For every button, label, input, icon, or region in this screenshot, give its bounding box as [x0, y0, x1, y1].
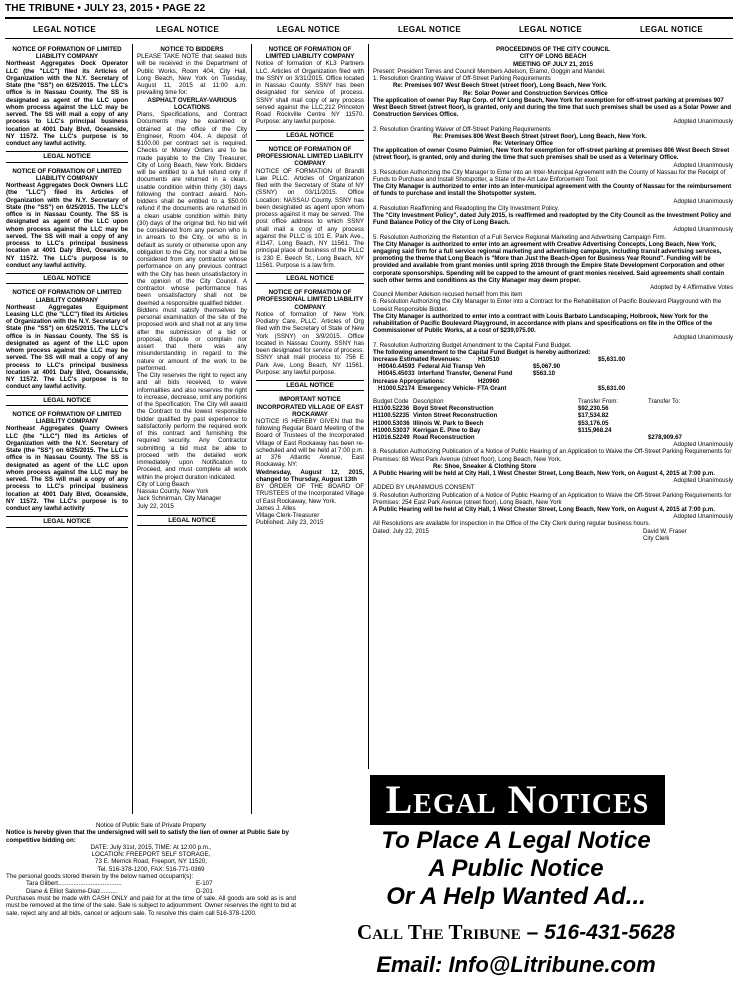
signature-line: City Clerk — [643, 534, 670, 542]
notice-title: NOTICE OF FORMATION OF LIMITED LIABILITY COMPANY — [12, 410, 122, 426]
legal-notice-divider: LEGAL NOTICE — [6, 516, 128, 527]
sale-location: LOCATION: FREEPORT SELF STORAGE, — [91, 851, 211, 859]
notice-title: NOTICE OF FORMATION OF LIMITED LIABILITY COMPANY — [12, 167, 122, 182]
proceedings-date: MEETING OF JULY 21, 2015 — [513, 60, 593, 68]
llc-notice — [6, 411, 128, 512]
budget-from: $53,176.05 — [578, 419, 609, 427]
resolution-body: The following amendment to the Capital Fund Budget is hereby authorized: — [373, 348, 591, 356]
legal-notice-divider: LEGAL NOTICE — [6, 395, 128, 406]
adopted-line: Adopted Unanimously — [673, 477, 733, 485]
budget-line — [373, 385, 733, 392]
occupant-row — [6, 880, 296, 887]
resolution-heading: 9. Resolution Authorizing Publication of a Notice of Public Hearing of an Application to Waive the Off-Street Parking Requirements for Premises: 254 East Park Avenue (street floor), Long Beach, New York — [373, 491, 732, 506]
signature-line: Village Clerk-Treasurer — [256, 512, 320, 520]
resolution-heading: 1. Resolution Granting Waiver of Off-Street Parking Requirements — [373, 75, 551, 83]
resolution-heading: 5. Resolution Authorizing the Retention of a Full Service Regional Marketing and Advertising Campaign Firm. — [373, 233, 667, 241]
column-headers — [0, 25, 738, 37]
adopted-line: Adopted Unanimously — [673, 161, 733, 169]
budget-line — [373, 356, 733, 363]
budget-desc: Federal Aid Transp Veh — [418, 363, 486, 371]
resolution-heading: 3. Resolution Authorizing the City Manager to Enter into an Inter-Municipal Agreement with the County of Nassau for the Receipt of Funds to Purchase and Install Shotspotter, a State of the Art Law Enforcement Tool. — [373, 168, 726, 183]
resolution-body: A Public Hearing will be held at City Hall, 1 West Chester Street, Long Beach, New York, on August 4, 2015 at 7:00 p.m. — [373, 470, 715, 478]
signature-line: David W. Fraser — [643, 527, 687, 535]
llc-notice — [6, 289, 128, 390]
bid-body: Bidders must satisfy themselves by personal examination of the site of the proposed work and shall not at any time after the submission of a bid or proposal, dispute or complain nor assert that there was any misunderstanding in regard to the nature or amount of the work to be performed. — [137, 306, 247, 372]
ad-line: Or A Help Wanted Ad... — [386, 883, 646, 910]
column-header: LEGAL NOTICE — [519, 25, 583, 34]
budget-col-to: Transfer To: — [648, 398, 681, 406]
bid-subject: ASPHALT OVERLAY-VARIOUS LOCATIONS — [147, 96, 237, 111]
budget-code: H1000.53036 — [373, 419, 410, 427]
signature-line: James J. Alles — [256, 504, 296, 512]
notice-title: NOTICE OF FORMATION OF PROFESSIONAL LIMITED LIABILITY COMPANY — [256, 289, 364, 311]
budget-from: $17,534.82 — [578, 412, 609, 420]
notice-body: Northeast Aggregates Dock Operator LLC (the "LLC") filed its Articles of Organization with the N.Y. Secretary of State (the "SS") on 6/25/2015. The LLC's office is in Nassau County. The SS is designated as agent of the LLC upon whom process against the LLC may be served. The SS will mail a copy of any process to LLC's principal business location at 4001 Daly Blvd, Oceanside, NY 11572. The LLC's purpose is to conduct any lawful activity. — [6, 60, 128, 148]
notice-title: NOTICE OF FORMATION OF PROFESSIONAL LIMITED LIABILITY COMPANY — [256, 145, 364, 168]
budget-code: H0040.44593 — [378, 363, 415, 371]
budget-col-desc: Description — [413, 398, 444, 406]
meeting-notice — [256, 396, 364, 526]
budget-line — [373, 363, 733, 370]
resolution-body: A Public Hearing will be held at City Hall, 1 West Chester Street, Long Beach, New York, on August 4, 2015 at 7:00 p.m. — [373, 506, 715, 514]
recusal-line: Council Member Adelson recused herself from this item — [373, 291, 523, 299]
budget-row — [373, 420, 733, 427]
resolution-body: The application of owner Cosmo Palmieri, New York for exemption for off-street parking at premises 806 West Beech Street (street floor), is granted, only and during the time that such premises shall be used as a Veterinary Office. — [373, 147, 730, 162]
column-header: LEGAL NOTICE — [277, 25, 341, 34]
budget-col-from: Transfer From: — [578, 398, 619, 406]
signature-line: Jack Schnirman, City Manager — [137, 495, 222, 503]
resolution-re: Re: Premises 907 West Beech Street (street floor), Long Beach, New York. — [393, 82, 607, 90]
consent-line: ADDED BY UNANIMOUS CONSENT — [373, 484, 475, 492]
notice-title: IMPORTANT NOTICE INCORPORATED VILLAGE OF EAST ROCKAWAY — [256, 396, 364, 418]
resolution-body: The application of owner Pay Rap Corp. of NY Long Beach, New York for exemption for off-street parking at premises 907 West Beech Street (street floor), is granted, only and during the time that such premises shall be used as a Solar Power and Construction Services Office. — [373, 96, 732, 119]
budget-amount: $5,631.00 — [598, 384, 626, 392]
masthead: THE TRIBUNE • JULY 23, 2015 • PAGE 22 — [5, 3, 206, 14]
resolution-heading: 4. Resolution Reaffirming and Readopting the City Investment Policy. — [373, 204, 560, 212]
budget-desc: Interfund Transfer, General Fund — [418, 370, 513, 378]
header-rule — [5, 38, 733, 39]
ad-line: A Public Notice — [428, 855, 604, 882]
adopted-line: Adopted Unanimously — [673, 441, 733, 449]
ad-call-label: Call The Tribune — [357, 920, 521, 944]
pllc-notice — [256, 146, 364, 269]
public-sale-notice — [6, 822, 296, 917]
notice-title: NOTICE OF FORMATION OF LIMITED LIABILITY COMPANY — [12, 289, 122, 304]
budget-desc: Vinton Street Reconstruction — [413, 412, 498, 420]
column-divider — [132, 44, 133, 814]
resolution-re: Re: Shoe, Sneaker & Clothing Store — [433, 462, 537, 470]
budget-from: $115,968.24 — [578, 426, 612, 434]
resolution-re: Re: Solar Power and Construction Services Office — [463, 89, 608, 97]
column-divider — [368, 44, 369, 769]
signature-line: Nassau County, New York — [137, 488, 209, 496]
notice-body: Notice of formation of New York Podiatry Care, PLLC. Articles of Org filed with the Secretary of State of New York (SSNY) on 3/9/2015. Office located in Nassau County. SSNY has been designated for service of process. SSNY shall mail process to: 756 E Park Ave, Long Beach, NY 11561. Purpose: any lawful purpose. — [256, 310, 364, 376]
signature-line: Published: July 23, 2015 — [256, 519, 324, 527]
legal-notice-divider: LEGAL NOTICE — [6, 151, 128, 162]
budget-to: $278,909.67 — [648, 434, 682, 442]
budget-desc: Boyd Street Reconstruction — [413, 405, 494, 413]
occupant-unit: D-201 — [196, 887, 213, 895]
meeting-date: Wednesday, August 12, 2015, changed to Thursday, August 13th — [256, 468, 364, 483]
resolution-body: The "City Investment Policy", dated July 2015, is reaffirmed and readopted by the City Council as the Investment Policy and Fund Balance Policy of the City of Long Beach. — [373, 211, 731, 227]
budget-code: H1000.53037 — [373, 426, 410, 434]
resolution-body: The City Manager is authorized to enter into an inter-municipal agreement with the County of Nassau for the reimbursement of funds to purchase and install the Shotspotter system. — [373, 183, 732, 198]
ad-email: Email: Info@Litribune.com — [376, 952, 656, 977]
ad-phone: 516-431-5628 — [544, 921, 675, 944]
column-header: LEGAL NOTICE — [33, 25, 97, 34]
sale-date: DATE: July 31st, 2015, TIME: At 12:00 p.m., — [90, 843, 212, 851]
column-header: LEGAL NOTICE — [640, 25, 704, 34]
occupant-unit: E-107 — [196, 880, 213, 888]
ad-banner: Legal Notices — [370, 775, 665, 825]
bid-intro: PLEASE TAKE NOTE that sealed bids will be received in the Department of Public Works, Room 404, City Hall, Long Beach, New York on Tuesday, August 11, 2015 at 11:00 a.m. prevailing time for: — [137, 53, 247, 97]
budget-total: $5,631.00 — [598, 356, 626, 364]
legal-notice-divider: LEGAL NOTICE — [256, 380, 364, 391]
budget-code: H1100.52235 — [373, 412, 410, 420]
notice-order: BY ORDER OF THE BOARD OF TRUSTEES of the Incorporated Village of East Rockaway, New York. — [256, 483, 364, 505]
llc-notice — [6, 46, 128, 147]
budget-amount: $563.10 — [533, 370, 556, 378]
closing-line: All Resolutions are available for inspection in the Office of the City Clerk during regular business hours. — [373, 520, 651, 528]
column-divider — [251, 44, 252, 814]
column-header: LEGAL NOTICE — [398, 25, 462, 34]
adopted-line: Adopted Unanimously — [673, 226, 733, 234]
legal-notice-divider: LEGAL NOTICE — [256, 273, 364, 284]
notice-body: Notice of formation of KL3 Partners LLC. Articles of Organization filed with the SSNY on 3/31/2015. Office located in Nassau County. SSNY has been designated for service of process. SSNY shall mail copy of any process served against the LLC,212 Princeton Road Rockville Centre NY 11570. Purpose: any lawful purpose. — [256, 60, 364, 126]
resolution-heading: 7. Resolution Authorizing Budget Amendment to the Capital Fund Budget. — [373, 341, 572, 349]
pllc-notice — [256, 289, 364, 376]
budget-col-code: Budget Code — [373, 398, 409, 406]
budget-label: Increase Estimated Revenues: — [373, 356, 462, 364]
signature-line: City of Long Beach — [137, 480, 190, 488]
legal-notices-ad — [300, 775, 732, 987]
budget-amount: $5,067.90 — [533, 363, 561, 371]
budget-code: H20960 — [478, 377, 500, 385]
budget-line — [373, 370, 733, 377]
notice-body: Northeast Aggregates Quarry Owners LLC (the "LLC") filed its Articles of Organization with the N.Y. Secretary of State (the "SS") on 6/25/2015. The LLC's office is in Nassau County. The SS is designated as agent of the LLC upon whom process against the LLC may be served. The SS will mail a copy of any process to LLC's principal business location at 4001 Daly Blvd, Oceanside, NY 11572. The LLC's purpose is to conduct any lawful activity — [6, 425, 128, 513]
resolution-re: Re: Veterinary Office — [493, 139, 553, 147]
budget-from: $92,230.56 — [578, 405, 609, 413]
column-1 — [6, 46, 128, 816]
budget-desc: Emergency Vehicle- FTA Grant — [418, 384, 507, 392]
adopted-line: Adopted Unanimously — [673, 197, 733, 205]
budget-code: H1016.52249 — [373, 434, 410, 442]
budget-desc: Road Reconstruction — [413, 434, 475, 442]
notice-body: Northeast Aggregates Dock Owners LLC (the "LLC") filed its Articles of Organization with the N.Y. Secretary of State (the "SS") on 6/25/2015. The LLC's office is in Nassau County. The SS is designated as agent of the LLC upon whom process against the LLC may be served. The SS will mail a copy of any process to LLC's principal business location at 4001 Daly Blvd, Oceanside, NY 11572. The LLC's purpose is to conduct any lawful activity. — [6, 182, 128, 269]
legal-notice-divider: LEGAL NOTICE — [137, 515, 247, 526]
legal-notice-divider: LEGAL NOTICE — [256, 130, 364, 141]
resolution-body: The City Manager is authorized to enter into a contract with Louis Barbato Landscaping, Holbrook, New York for the rehabilitation of Pacific Boulevard Playground, in accordance with plans and specifications on file in the Office of the Commissioner of Public Works, at a cost of $239,075.00. — [373, 312, 713, 335]
budget-line — [373, 378, 733, 385]
proceedings-title: PROCEEDINGS OF THE CITY COUNCIL — [496, 46, 610, 53]
signature-line: July 22, 2015 — [137, 502, 174, 510]
ad-call-line — [300, 920, 732, 945]
adopted-line: Adopted Unanimously — [673, 118, 733, 126]
resolution-re: Re: Premises 806 West Beech Street (street floor), Long Beach, New York. — [433, 132, 647, 140]
budget-code: H0045.45033 — [378, 370, 415, 378]
adopted-line: Adopted Unanimously — [673, 334, 733, 342]
budget-row — [373, 412, 733, 419]
ad-call-dash: – — [520, 921, 545, 944]
legal-notice-divider: LEGAL NOTICE — [6, 273, 128, 284]
budget-code: H10510 — [478, 356, 500, 364]
budget-desc: Illinois W. Park to Beech — [413, 419, 484, 427]
budget-code: H1100.52236 — [373, 405, 410, 413]
notice-body: Northeast Aggregates Equipment Leasing LLC (the "LLC") filed its Articles of Organization with the N.Y. Secretary of State (the "SS") on 6/25/2015. The LLC's office is in Nassau County. The SS is designated as agent of the LLC upon whom process against the LLC may be served. The SS will mail a copy of any process to LLC's principal business location at 4001 Daly Blvd, Oceanside, NY 11572. The LLC's purpose is to conduct any lawful activity. — [6, 303, 128, 391]
llc-notice — [256, 46, 364, 126]
dated-row — [373, 528, 733, 535]
llc-notice — [6, 168, 128, 269]
sale-lead: Notice is hereby given that the undersigned will sell to satisfy the lien of owner at Public Sale by competitive bidding on: — [6, 829, 289, 844]
notice-body: NOTICE IS HEREBY GIVEN that the following Regular Board Meeting of the Board of Trustees of the Incorporated Village of East Rockaway has been re-scheduled and will be held at 7:00 p.m. at 376 Atlantic Avenue, East Rockaway, NY: — [256, 417, 364, 469]
budget-row — [373, 427, 733, 434]
budget-code: H1000.52174 — [378, 384, 415, 392]
resolution-body: The City Manager is authorized to enter into an agreement with Creative Advertising Concepts, Long Beach, New York, engaging said firm for a full service regional marketing and advertising campaign, including transit advertising services, promoting the theme that Long Beach is "More than Just the Beach-Open for Business Year Round". Funding will be provided and available from grant monies until spring 2016 through the Empire State Development Corporation and other corporate sponsorships. Spending will be capped to the amount of grant monies received. Said agreements shall contain such other terms and conditions as the City Manager may deem proper. — [373, 240, 725, 284]
budget-desc: Kerrigan E. Pine to Bay — [413, 426, 481, 434]
budget-row — [373, 434, 733, 441]
occupant-name: Diane & Elliot Salome-Diaz.......... — [26, 887, 118, 895]
bid-body: The City reserves the right to reject any and all bids received, to waive informalities and also reserves the right to increase, decrease, omit any portions of the Specification. The City will award the Contract to the lowest responsible bidder qualified by past experience to satisfactorily perform the required work of this contract and furnishing the required security. Any Contractor submitting a bid must be able to proceed with the detailed work immediately upon Notification to Proceed, and must complete all work within the project duration indicated. — [137, 372, 247, 481]
dated-line: Dated: July 22, 2015 — [373, 527, 429, 535]
resolution-heading: 8. Resolution Authorizing Publication of a Notice of Public Hearing of an Application to Waive the Off-Street Parking Requirements for Premises: 68 West Park Avenue (street floor), Long Beach, New York. — [373, 448, 732, 463]
city-council-proceedings — [373, 46, 733, 771]
budget-table-header — [373, 398, 733, 405]
notice-title: NOTICE TO BIDDERS — [160, 46, 224, 53]
notice-body: NOTICE OF FORMATION of Brandli Law PLLC. Articles of Organization filed with the Secretary of State of NY (SSNY) on 03/11/2015. Office Location: NASSAU County. SSNY has been designated as agent upon whom process against it may be served. The post office address to which SSNY shall mail a copy of any process against the PLLC is 101 E. Park Ave., #1147, Long Beach, NY 11561. The principal place of business of the PLLC is 230 E. Beech St., Long Beach, NY 11561. Purpose is a law firm. — [256, 167, 364, 269]
notice-title: NOTICE OF FORMATION OF LIMITED LIABILITY COMPANY — [12, 46, 122, 61]
budget-label: Increase Appropriations: — [373, 377, 445, 385]
proceedings-subtitle: CITY OF LONG BEACH — [519, 53, 587, 61]
occupant-row — [6, 888, 296, 895]
present-line: Present: President Torres and Council Members Adelson, Eramo, Goggin and Mandel. — [373, 67, 606, 75]
column-3 — [256, 46, 364, 776]
sale-phone: Tel. 516-378-1200, FAX: 516-771-0369 — [97, 865, 205, 873]
sale-terms: Purchases must be made with CASH ONLY and paid for at the time of sale. All goods are sold as is and must be removed at the time of the sale. Sale is subject to adjournment. Owner reserves the right to bid at sale, reject any and all bids, cancel or adjourn sale. To resolve this claim call 516-378-1200. — [6, 894, 296, 917]
ad-line: To Place A Legal Notice — [381, 827, 651, 854]
adopted-line: Adopted by 4 Affirmative Votes — [650, 283, 733, 291]
sale-title: Notice of Public Sale of Private Property — [95, 822, 207, 829]
sale-occupants-intro: The personal goods stored therein by the below named occupant(s): — [6, 873, 194, 881]
sale-address: 73 E. Merrick Road, Freeport, NY 11520, — [95, 858, 207, 866]
resolution-heading: 2. Resolution Granting Waiver of Off-Street Parking Requirements — [373, 125, 551, 133]
resolution-heading: 6. Resolution Authorizing the City Manager to Enter into a Contract for the Rehabilitation of Pacific Boulevard Playground with the Lowest Responsible Bidder. — [373, 298, 722, 313]
bid-body: Plans, Specifications, and Contract Documents may be examined or obtained at the office of the City Engineer, Room 404. A deposit of $100.00 per contract set is required. Checks or Money Orders are to be made payable to the City Treasurer, City of Long Beach, New York. Bidders will be entitled to a full refund only if documents are returned in a clean, usable condition within thirty (30) days following the contract award. Non-bidders shall be entitled to a $50.00 refund if the documents are returned in a clean usable condition within thirty (30) days of the original bid. No bid will be considered from any person who is in arrears to the City, or who is in default as surety or otherwise upon any obligation to the City, nor shall a bid be considered from any contractor whose performance on any previous contract with the City has been unsatisfactory in the opinion of the City Council. A contractor whose performance has been unsatisfactory shall not be deemed a responsible qualified bidder. — [137, 111, 247, 307]
notice-title: NOTICE OF FORMATION OF LIMITED LIABILITY COMPANY — [265, 46, 355, 61]
occupant-name: Tara Gilbert..................................... — [26, 880, 122, 888]
column-2 — [137, 46, 247, 816]
adopted-line: Adopted Unanimously — [673, 513, 733, 521]
column-header: LEGAL NOTICE — [156, 25, 220, 34]
budget-row — [373, 405, 733, 412]
masthead-rule — [5, 17, 733, 19]
